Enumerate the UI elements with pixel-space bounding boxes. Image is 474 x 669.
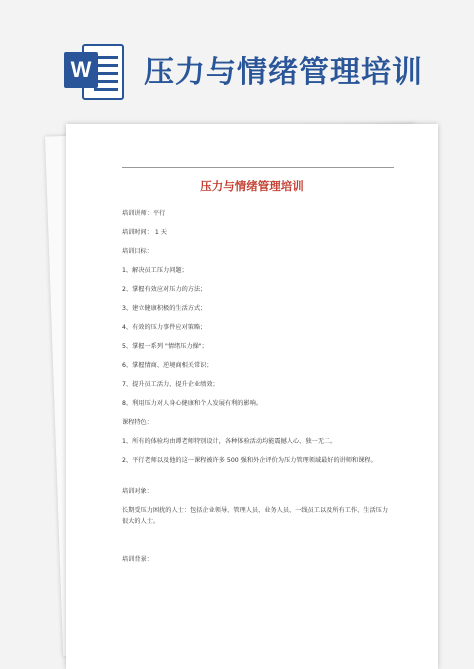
doc-line-shape (94, 88, 118, 91)
banner-title: 压力与情绪管理培训 (144, 55, 423, 90)
document-title: 压力与情绪管理培训 (200, 179, 304, 193)
goals-heading: 培训目标： (122, 248, 153, 255)
goal-item: 2、掌握有效应对压力的方法； (122, 286, 207, 293)
word-doc-icon (64, 40, 126, 102)
goal-item: 3、建立健康积极的生活方式； (122, 305, 207, 312)
goal-item: 6、掌握情商、逆境商相关常识； (122, 362, 213, 369)
trainer-line: 培训讲师：平行 (122, 210, 166, 217)
header-rule (122, 167, 394, 168)
goal-item: 5、掌握一系列 "情绪压力操"； (122, 343, 208, 350)
word-letter-badge: W (64, 52, 98, 88)
feature-item: 2、平行老师以及他的这一课程被许多 500 强和外企评价为压力管理领域最好的讲师和课程。 (122, 457, 377, 464)
goal-item: 7、提升员工活力、提升企业绩效； (122, 381, 219, 388)
goal-item: 8、利用压力对人身心健康和个人发展有利的影响。 (122, 400, 263, 407)
goal-item: 1、解决员工压力问题； (122, 267, 188, 274)
audience-text: 长期受压力困扰的人士：包括企业领导、管理人员、业务人员、一线员工以及所有工作、生活压力很大的人士。 (122, 507, 389, 525)
background-heading: 培训背景： (122, 556, 153, 563)
duration-line: 培训时间： 1 天 (122, 229, 167, 236)
goal-item: 4、有效的压力事件应对策略； (122, 324, 207, 331)
feature-item: 1、所有的体验均由谭老师特别设计，各种体验活动均能震撼人心、独一无二。 (122, 438, 337, 445)
banner (0, 0, 474, 125)
features-heading: 课程特色： (122, 419, 153, 426)
document-page (66, 124, 438, 669)
audience-heading: 培训对象： (122, 488, 153, 495)
